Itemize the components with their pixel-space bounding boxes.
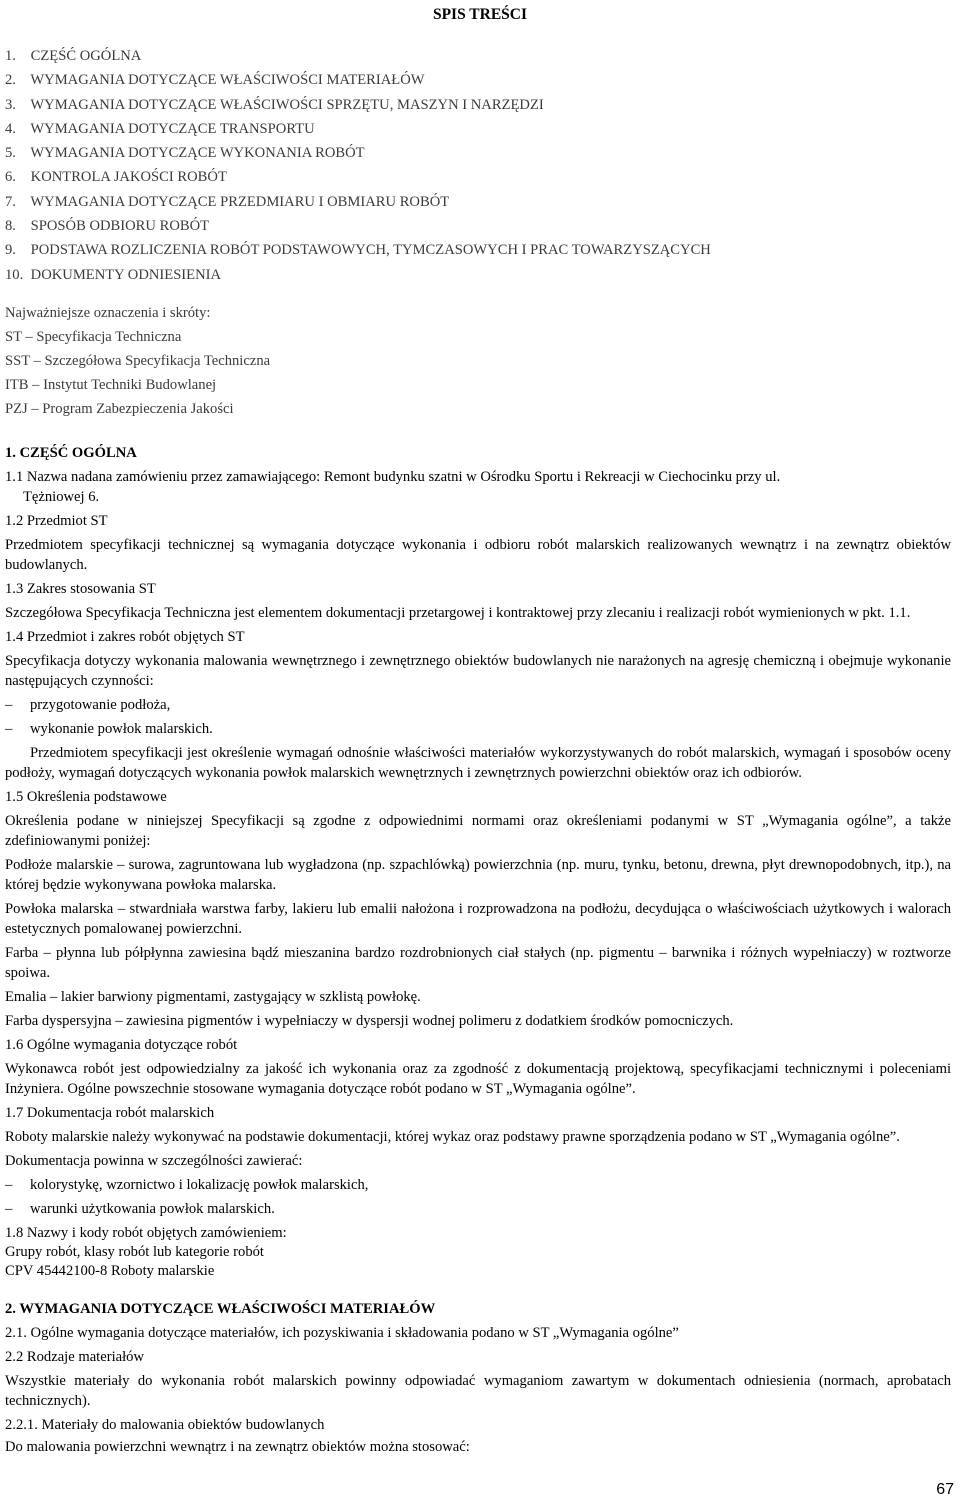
section-1-3-heading: 1.3 Zakres stosowania ST [5, 581, 156, 597]
toc-item-number: 6. [5, 169, 16, 186]
section-2-2-1-heading: 2.2.1. Materiały do malowania obiektów budowlanych [5, 1417, 325, 1433]
section-2-1-text: 2.1. Ogólne wymagania dotyczące materiałów, ich pozyskiwania i składowania podano w ST „Wymagania ogólne” [5, 1325, 679, 1341]
section-1-heading: 1. CZĘŚĆ OGÓLNA [5, 445, 137, 461]
section-2-2-text: Wszystkie materiały do wykonania robót malarskich powinny odpowiadać wymaganiom zawartym w dokumentach odniesienia (normach, aprobatach technicznych). [5, 1373, 951, 1409]
section-1-2-text: Przedmiotem specyfikacji technicznej są wymagania dotyczące wykonania i odbioru robót malarskich realizowanych wewnątrz i na zewnątrz obiektów budowlanych. [5, 537, 951, 573]
toc-item-label: DOKUMENTY ODNIESIENIA [30, 266, 222, 283]
definition: Farba dyspersyjna – zawiesina pigmentów i wypełniaczy w dyspersji wodnej polimeru z dodatkiem środków pomocniczych. [5, 1013, 734, 1029]
toc-item-label: CZĘŚĆ OGÓLNA [30, 48, 142, 64]
abbreviation-item: ITB – Instytut Techniki Budowlanej [5, 377, 217, 393]
dash-bullet: – [5, 721, 13, 737]
toc-item [5, 117, 905, 141]
table-of-contents [5, 44, 905, 287]
toc-item-number: 1. [5, 48, 16, 64]
toc-item-number: 9. [5, 242, 16, 259]
toc-item-label: WYMAGANIA DOTYCZĄCE WŁAŚCIWOŚCI SPRZĘTU, MASZYN I NARZĘDZI [30, 96, 544, 113]
list-item [5, 695, 951, 715]
section-1-7-text: Roboty malarskie należy wykonywać na podstawie dokumentacji, której wykaz oraz podstawy prawne sporządzenia podano w ST „Wymagania ogólne”. [5, 1129, 900, 1145]
toc-item-label: PODSTAWA ROZLICZENIA ROBÓT PODSTAWOWYCH, TYMCZASOWYCH I PRAC TOWARZYSZĄCYCH [30, 242, 711, 259]
section-1-4-text: Specyfikacja dotyczy wykonania malowania wewnętrznego i zewnętrznego obiektów budowlanych nie narażonych na agresję chemiczną i obejmuje wykonanie następujących czynności: [5, 653, 951, 689]
abbreviation-item: SST – Szczegółowa Specyfikacja Techniczna [5, 353, 271, 369]
toc-item-label: SPOSÓB ODBIORU ROBÓT [30, 218, 210, 235]
toc-item-number: 2. [5, 72, 16, 89]
section-1-1-text: 1.1 Nazwa nadana zamówieniu przez zamawiającego: Remont budynku szatni w Ośrodku Sportu i Rekreacji w Ciechocinku przy ul. [5, 469, 781, 485]
toc-item [5, 214, 905, 238]
list-item [5, 719, 951, 739]
list-item [5, 1199, 951, 1219]
dash-bullet: – [5, 1201, 13, 1217]
toc-item [5, 263, 905, 287]
page-number: 67 [936, 1481, 954, 1498]
toc-item-label: WYMAGANIA DOTYCZĄCE TRANSPORTU [30, 120, 315, 137]
document-body [5, 443, 951, 1461]
list-item-text: wykonanie powłok malarskich. [30, 721, 213, 737]
toc-item-label: WYMAGANIA DOTYCZĄCE WYKONANIA ROBÓT [30, 145, 365, 162]
section-1-8-line-1: Grupy robót, klasy robót lub kategorie robót [5, 1244, 264, 1260]
section-1-3-text: Szczegółowa Specyfikacja Techniczna jest elementem dokumentacji przetargowej i kontraktowej przy zlecaniu i realizacji robót wymienionych w pkt. 1.1. [5, 605, 911, 621]
definition: Emalia – lakier barwiony pigmentami, zastygający w szklistą powłokę. [5, 989, 421, 1005]
definition: Farba – płynna lub półpłynna zawiesina bądź mieszanina bardzo rozdrobnionych ciał stałych (np. pigmentu – barwnika i różnych wypełniaczy) w roztworze spoiwa. [5, 945, 951, 981]
definition: Powłoka malarska – stwardniała warstwa farby, lakieru lub emalii nałożona i rozprowadzona na podłożu, decydująca o właściwościach użytkowych i walorach estetycznych pomalowanej powierzchni. [5, 901, 951, 937]
toc-item [5, 165, 905, 189]
toc-item [5, 44, 905, 68]
toc-item-number: 10. [5, 266, 24, 283]
section-1-8-line-2: CPV 45442100-8 Roboty malarskie [5, 1263, 215, 1279]
section-1-4-text-2: Przedmiotem specyfikacji jest określenie wymagań odnośnie właściwości materiałów wykorzystywanych do robót malarskich, wymagań i sposobów oceny podłoży, wymagań dotyczących wykonania powłok malarskich wewnętrznych i zewnętrznych powierzchni obiektów oraz ich odbiorów. [5, 745, 951, 781]
list-item-text: kolorystykę, wzornictwo i lokalizację powłok malarskich, [30, 1177, 369, 1193]
page-title: SPIS TREŚCI [432, 6, 528, 23]
abbreviations-intro: Najważniejsze oznaczenia i skróty: [5, 305, 211, 321]
toc-item-label: WYMAGANIA DOTYCZĄCE WŁAŚCIWOŚCI MATERIAŁÓW [30, 72, 425, 89]
list-item-text: przygotowanie podłoża, [30, 697, 171, 713]
toc-item-number: 8. [5, 218, 16, 235]
toc-item [5, 68, 905, 92]
abbreviations-list [5, 301, 905, 421]
toc-item-number: 4. [5, 120, 16, 137]
dash-bullet: – [5, 697, 13, 713]
toc-item [5, 93, 905, 117]
toc-item [5, 238, 905, 262]
section-1-6-heading: 1.6 Ogólne wymagania dotyczące robót [5, 1037, 238, 1053]
dash-bullet: – [5, 1177, 13, 1193]
section-1-7-text-2: Dokumentacja powinna w szczególności zawierać: [5, 1153, 303, 1169]
definition: Podłoże malarskie – surowa, zagruntowana lub wygładzona (np. szpachlówką) powierzchnia (np. muru, tynku, betonu, drewna, płyt drewnopodobnych, itp.), na której będzie wykonywana powłoka malarska. [5, 857, 951, 893]
list-item [5, 1175, 951, 1195]
section-2-2-1-text: Do malowania powierzchni wewnątrz i na zewnątrz obiektów można stosować: [5, 1439, 470, 1455]
section-1-5-heading: 1.5 Określenia podstawowe [5, 789, 167, 805]
list-item-text: warunki użytkowania powłok malarskich. [30, 1201, 275, 1217]
section-2-2-heading: 2.2 Rodzaje materiałów [5, 1349, 144, 1365]
toc-item-number: 7. [5, 193, 16, 210]
abbreviation-item: PZJ – Program Zabezpieczenia Jakości [5, 401, 234, 417]
toc-item-label: WYMAGANIA DOTYCZĄCE PRZEDMIARU I OBMIARU ROBÓT [30, 193, 450, 210]
section-1-2-heading: 1.2 Przedmiot ST [5, 513, 108, 529]
toc-item-number: 5. [5, 145, 16, 162]
toc-item-label: KONTROLA JAKOŚCI ROBÓT [30, 169, 227, 186]
section-1-8-heading: 1.8 Nazwy i kody robót objętych zamówieniem: [5, 1225, 287, 1241]
toc-item-number: 3. [5, 96, 16, 113]
abbreviation-item: ST – Specyfikacja Techniczna [5, 329, 182, 345]
section-1-5-text: Określenia podane w niniejszej Specyfikacji są zgodne z odpowiednimi normami oraz określeniami podanymi w ST „Wymagania ogólne”, a także zdefiniowanymi poniżej: [5, 813, 951, 849]
section-1-7-heading: 1.7 Dokumentacja robót malarskich [5, 1105, 215, 1121]
section-1-6-text: Wykonawca robót jest odpowiedzialny za jakość ich wykonania oraz za zgodność z dokumentacją projektową, specyfikacjami technicznymi i poleceniami Inżyniera. Ogólne powszechnie stosowane wymagania dotyczące robót podano w ST „Wymagania ogólne”. [5, 1061, 951, 1097]
section-1-4-heading: 1.4 Przedmiot i zakres robót objętych ST [5, 629, 245, 645]
section-1-1-continuation: Tężniowej 6. [23, 489, 100, 505]
section-2-heading: 2. WYMAGANIA DOTYCZĄCE WŁAŚCIWOŚCI MATERIAŁÓW [5, 1301, 436, 1317]
toc-item [5, 141, 905, 165]
toc-item [5, 190, 905, 214]
